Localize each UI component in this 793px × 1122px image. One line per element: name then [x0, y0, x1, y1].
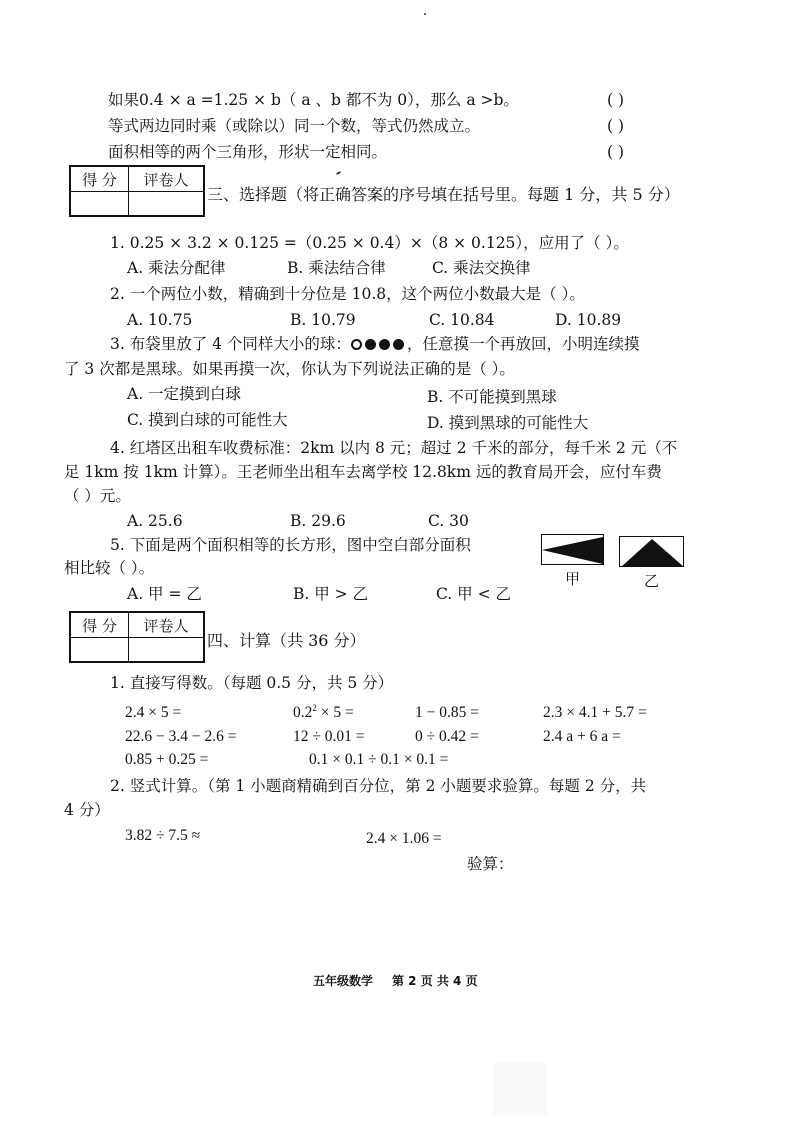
q1-option-b: B. 乘法结合律 [287, 259, 386, 277]
white-ball-icon [351, 339, 362, 350]
calc-item: 12 ÷ 0.01 = [293, 728, 365, 745]
score-box-section4 [69, 611, 205, 663]
score-label: 得 分 [71, 613, 129, 637]
grader-label: 评卷人 [143, 170, 189, 189]
footer-page-number: 第 2 页 共 4 页 [392, 974, 478, 988]
tf-answer-bracket-5[interactable]: ( ) [607, 143, 625, 161]
balls-illustration [351, 335, 407, 353]
q3-option-d: D. 摸到黑球的可能性大 [427, 414, 589, 432]
check-label: 验算： [467, 855, 514, 873]
calc-item: 1 − 0.85 = [415, 704, 479, 721]
score-field[interactable] [71, 192, 129, 215]
score-field[interactable] [71, 638, 129, 661]
q2-option-d: D. 10.89 [555, 311, 622, 329]
tf-item-5: 面积相等的两个三角形，形状一定相同。 [108, 143, 388, 161]
section3-q5-line1: 5. 下面是两个面积相等的长方形，图中空白部分面积 [110, 536, 471, 554]
calc-item: 0.85 + 0.25 = [125, 751, 209, 768]
black-ball-icon [365, 339, 376, 350]
vertical-calc-problem-2: 2.4 × 1.06 = [366, 830, 442, 847]
figure-yi-label: 乙 [644, 572, 660, 590]
q2-option-a: A. 10.75 [127, 311, 193, 329]
section4-title: 四、计算（共 36 分） [207, 631, 366, 650]
calc-item: $0.2^2 \times 5$ = [293, 703, 354, 721]
vertical-calc-problem-1: 3.82 ÷ 7.5 ≈ [125, 827, 201, 844]
section3-q4-line2: 足 1km 按 1km 计算）。王老师坐出租车去离学校 12.8km 远的教育局开会，应付车费 [64, 463, 662, 481]
q1-option-c: C. 乘法交换律 [432, 259, 531, 277]
tf-answer-bracket-3[interactable]: ( ) [607, 91, 625, 109]
scan-speck [424, 13, 426, 15]
q2-option-c: C. 10.84 [429, 311, 495, 329]
black-ball-icon [379, 339, 390, 350]
calc-item: 22.6 − 3.4 − 2.6 = [125, 728, 237, 745]
section3-q4-line3: （ ）元。 [64, 487, 131, 505]
calc-item: 2.3 × 4.1 + 5.7 = [543, 704, 647, 721]
section3-q3-stem: 3. 布袋里放了 4 个同样大小的球： ，任意摸一个再放回，小明连续摸 [110, 335, 640, 353]
section3-q5-line2: 相比较（ ）。 [64, 559, 155, 577]
section3-q2-stem: 2. 一个两位小数，精确到十分位是 10.8，这个两位小数最大是（ ）。 [110, 285, 585, 303]
q5-option-a: A. 甲 = 乙 [127, 585, 202, 603]
q1-option-a: A. 乘法分配律 [127, 259, 226, 277]
section3-title: 三、选择题（将正确答案的序号填在括号里。每题 1 分，共 5 分） [207, 185, 680, 204]
score-box-section3 [69, 165, 205, 217]
calc-item: 2.4 a + 6 a = [543, 728, 621, 745]
q4-option-a: A. 25.6 [127, 512, 183, 530]
grader-field[interactable] [129, 192, 203, 215]
figure-yi-rectangle [619, 536, 684, 567]
score-label: 得 分 [71, 167, 129, 191]
grader-field[interactable] [129, 638, 203, 661]
tf-answer-bracket-4[interactable]: ( ) [607, 117, 625, 135]
black-ball-icon [393, 339, 404, 350]
q3-option-c: C. 摸到白球的可能性大 [127, 411, 288, 429]
tf-item-3: 如果0.4 × a =1.25 × b（ a 、b 都不为 0），那么 a >b。 [108, 91, 519, 109]
q2-option-b: B. 10.79 [290, 311, 356, 329]
figure-jia-label: 甲 [565, 570, 581, 588]
tf-item-4: 等式两边同时乘（或除以）同一个数，等式仍然成立。 [108, 117, 481, 135]
calc-item: 0 ÷ 0.42 = [415, 728, 479, 745]
q3-option-b: B. 不可能摸到黑球 [427, 388, 557, 406]
calc-item: 2.4 × 5 = [125, 704, 182, 721]
left-triangle-shape [542, 535, 604, 565]
section4-part2-heading-line1: 2. 竖式计算。（第 1 小题商精确到百分位，第 2 小题要求验算。每题 2 分，共 [110, 777, 647, 795]
q3-option-a: A. 一定摸到白球 [127, 385, 242, 403]
section4-part1-heading: 1. 直接写得数。（每题 0.5 分，共 5 分） [110, 674, 394, 692]
section3-q3-stem-line2: 了 3 次都是黑球。如果再摸一次，你认为下列说法正确的是（ ）。 [64, 360, 515, 378]
q4-option-c: C. 30 [428, 512, 469, 530]
calc-item: 0.1 × 0.1 ÷ 0.1 × 0.1 = [309, 751, 449, 768]
section4-part2-heading-line2: 4 分） [64, 801, 110, 819]
q5-option-c: C. 甲 < 乙 [436, 585, 512, 603]
section3-q4-line1: 4. 红塔区出租车收费标准：2km 以内 8 元；超过 2 千米的部分，每千米 2 元（不 [110, 439, 678, 457]
grader-label: 评卷人 [143, 616, 189, 635]
figure-jia-rectangle [541, 534, 604, 565]
q5-option-b: B. 甲 > 乙 [293, 585, 369, 603]
q4-option-b: B. 29.6 [290, 512, 346, 530]
up-triangle-shape [620, 537, 684, 567]
scan-artifact-block [493, 1062, 547, 1116]
scan-speck [336, 171, 341, 175]
section3-q1-stem: 1. 0.25 × 3.2 × 0.125 =（0.25 × 0.4）×（8 × 0.125），应用了（ ）。 [110, 234, 629, 252]
footer-subject: 五年级数学 [313, 974, 374, 988]
